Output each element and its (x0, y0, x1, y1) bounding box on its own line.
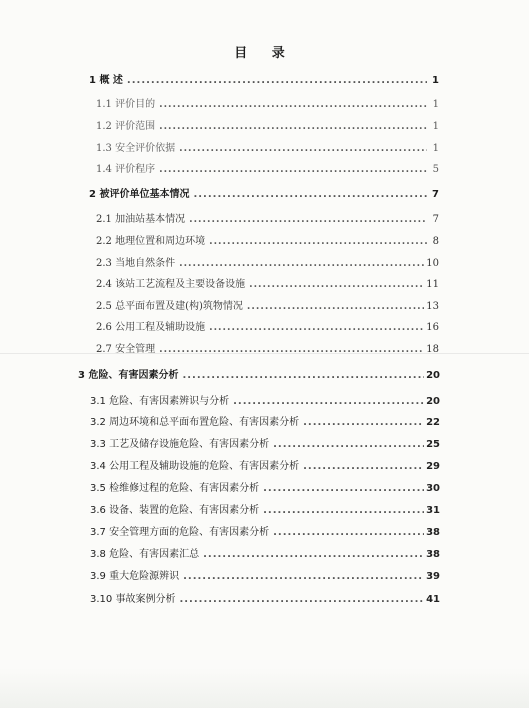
toc-entry-3-9[interactable] (90, 568, 440, 586)
toc-entry-2[interactable] (89, 186, 439, 204)
toc-entry-label: 2.3 当地自然条件 (96, 258, 176, 269)
toc-entry-label: 3.2 周边环境和总平面布置危险、有害因素分析 (90, 417, 300, 428)
toc-entry-2-1[interactable] (96, 211, 439, 229)
toc-entry-label: 1 概 述 (89, 75, 123, 86)
toc-entry-3-2[interactable] (90, 414, 440, 432)
toc-entry-page: 11 (426, 279, 439, 290)
toc-leader-dots (273, 524, 424, 542)
toc-leader-dots (159, 96, 427, 114)
toc-leader-dots (273, 436, 424, 454)
toc-entry-3-5[interactable] (90, 480, 440, 498)
toc-leader-dots (182, 367, 424, 385)
toc-entry-label: 3.3 工艺及储存设施危险、有害因素分析 (90, 439, 270, 450)
toc-entry-label: 2 被评价单位基本情况 (89, 189, 190, 200)
toc-entry-page: 30 (426, 483, 440, 494)
toc-leader-dots (303, 458, 424, 476)
toc-entry-3-8[interactable] (90, 546, 440, 564)
toc-entry-page: 38 (426, 527, 440, 538)
toc-leader-dots (303, 414, 424, 432)
toc-entry-label: 1.1 评价目的 (96, 99, 156, 110)
toc-entry-page: 31 (426, 505, 440, 516)
toc-entry-page: 13 (426, 301, 439, 312)
toc-entry-label: 3.7 安全管理方面的危险、有害因素分析 (90, 527, 270, 538)
toc-entry-page: 1 (432, 99, 439, 110)
toc-entry-1-3[interactable] (96, 140, 439, 158)
toc-entry-1-2[interactable] (96, 118, 439, 136)
toc-entry-3-6[interactable] (90, 502, 440, 520)
toc-entry-label: 2.6 公用工程及辅助设施 (96, 322, 206, 333)
toc-leader-dots (159, 118, 427, 136)
toc-leader-dots (263, 480, 424, 498)
toc-leader-dots (209, 233, 427, 251)
toc-leader-dots (209, 319, 424, 337)
toc-entry-page: 1 (432, 121, 439, 132)
toc-leader-dots (183, 568, 424, 586)
toc-leader-dots (203, 546, 424, 564)
toc-entry-page: 25 (426, 439, 440, 450)
toc-entry-1[interactable] (89, 72, 439, 90)
toc-entry-label: 1.4 评价程序 (96, 164, 156, 175)
toc-entry-3-7[interactable] (90, 524, 440, 542)
toc-entry-label: 3.8 危险、有害因素汇总 (90, 549, 200, 560)
toc-entry-2-7[interactable] (96, 341, 439, 359)
toc-entry-2-4[interactable] (96, 276, 439, 294)
toc-entry-label: 3.6 设备、装置的危险、有害因素分析 (90, 505, 260, 516)
page-title: 目 录 (234, 46, 295, 61)
toc-entry-page: 7 (432, 189, 439, 200)
toc-entry-label: 3.1 危险、有害因素辨识与分析 (90, 396, 230, 407)
toc-leader-dots (159, 161, 427, 179)
toc-entry-2-3[interactable] (96, 255, 439, 273)
toc-entry-page: 5 (432, 164, 439, 175)
toc-entry-page: 29 (426, 461, 440, 472)
toc-entry-2-6[interactable] (96, 319, 439, 337)
toc-entry-page: 1 (432, 143, 439, 154)
toc-leader-dots (159, 341, 424, 359)
toc-entry-label: 2.5 总平面布置及建(构)筑物情况 (96, 301, 243, 312)
toc-entry-page: 7 (432, 214, 439, 225)
toc-entry-label: 1.2 评价范围 (96, 121, 156, 132)
toc-leader-dots (179, 591, 424, 609)
toc-entry-label: 3.10 事故案例分析 (90, 594, 176, 605)
toc-entry-page: 1 (432, 75, 439, 86)
toc-entry-page: 16 (426, 322, 439, 333)
toc-entry-label: 3.5 检维修过程的危险、有害因素分析 (90, 483, 260, 494)
toc-entry-1-1[interactable] (96, 96, 439, 114)
toc-entry-page: 39 (426, 571, 440, 582)
toc-leader-dots (179, 255, 424, 273)
toc-entry-label: 2.1 加油站基本情况 (96, 214, 186, 225)
toc-entry-page: 20 (426, 370, 440, 381)
toc-entry-label: 3.9 重大危险源辨识 (90, 571, 180, 582)
toc-entry-1-4[interactable] (96, 161, 439, 179)
toc-entry-page: 10 (426, 258, 439, 269)
toc-leader-dots (189, 211, 427, 229)
page-bottom-shade (0, 668, 529, 708)
toc-entry-2-2[interactable] (96, 233, 439, 251)
scan-seam-line (0, 353, 529, 354)
toc-entry-label: 1.3 安全评价依据 (96, 143, 176, 154)
toc-entry-page: 38 (426, 549, 440, 560)
toc-entry-label: 3.4 公用工程及辅助设施的危险、有害因素分析 (90, 461, 300, 472)
toc-entry-page: 20 (426, 396, 440, 407)
toc-entry-3-3[interactable] (90, 436, 440, 454)
toc-entry-3-1[interactable] (90, 393, 440, 411)
toc-entry-page: 22 (426, 417, 440, 428)
toc-entry-page: 41 (426, 594, 440, 605)
toc-entry-3-10[interactable] (90, 591, 440, 609)
toc-leader-dots (247, 298, 424, 316)
toc-leader-dots (249, 276, 424, 294)
toc-entry-label: 2.2 地理位置和周边环境 (96, 236, 206, 247)
toc-leader-dots (179, 140, 427, 158)
toc-entry-page: 8 (432, 236, 439, 247)
toc-entry-label: 3 危险、有害因素分析 (78, 370, 179, 381)
toc-leader-dots (233, 393, 424, 411)
toc-leader-dots (263, 502, 424, 520)
toc-entry-2-5[interactable] (96, 298, 439, 316)
toc-entry-label: 2.4 该站工艺流程及主要设备设施 (96, 279, 246, 290)
toc-leader-dots (127, 72, 427, 90)
toc-entry-label: 2.7 安全管理 (96, 344, 156, 355)
toc-entry-3[interactable] (78, 367, 440, 385)
toc-entry-3-4[interactable] (90, 458, 440, 476)
toc-entry-page: 18 (426, 344, 439, 355)
toc-leader-dots (193, 186, 427, 204)
